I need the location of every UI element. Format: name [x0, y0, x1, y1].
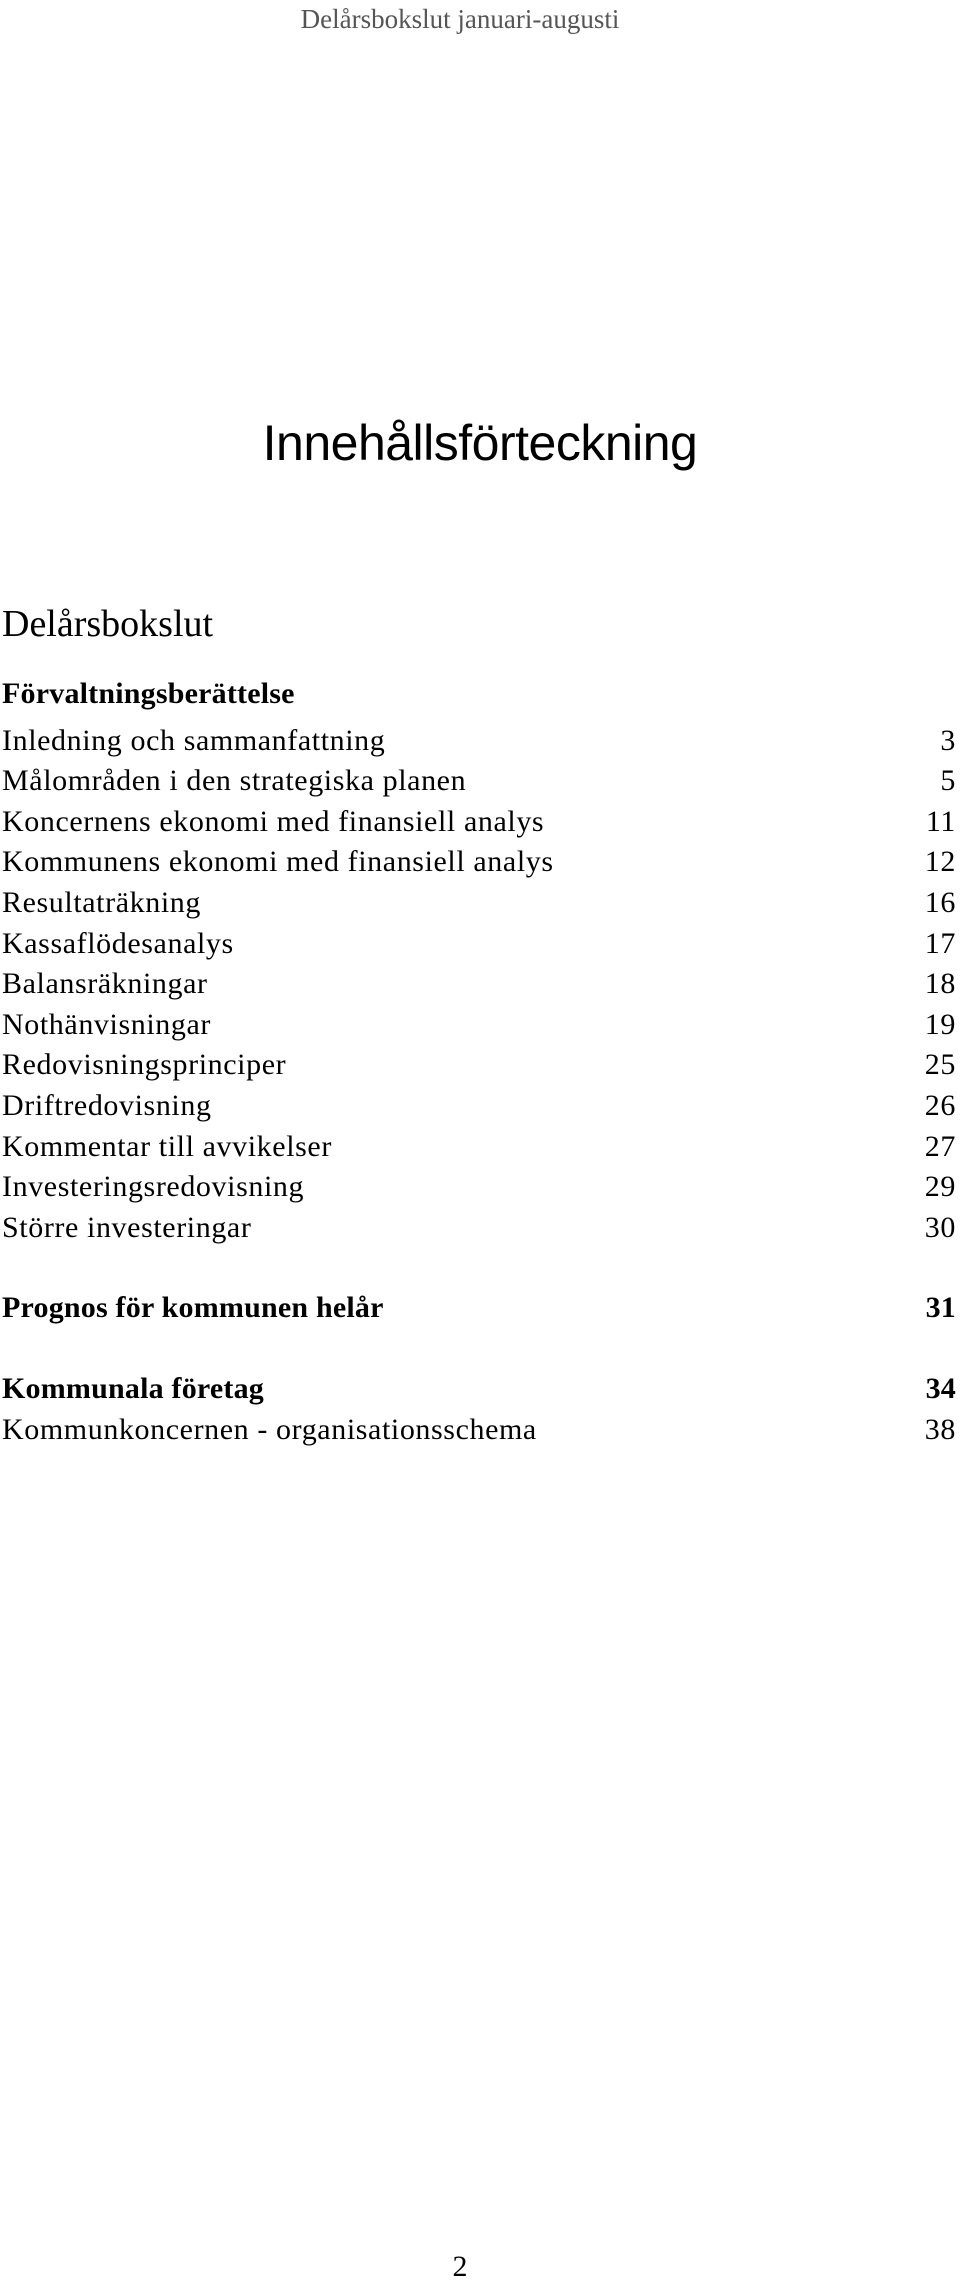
toc-entry-page: 11 [925, 804, 956, 838]
toc-entry-page: 17 [924, 926, 956, 960]
toc-entry[interactable] [0, 1167, 960, 1208]
toc-entry-page: 38 [924, 1412, 956, 1446]
toc-entry-label: Kassaflödesanalys [2, 926, 234, 960]
toc-entry-page: 25 [924, 1048, 956, 1082]
toc-entry[interactable] [0, 1005, 960, 1046]
toc-section-forvaltningsberattelse [0, 674, 960, 1248]
toc-section-heading[interactable] [0, 1288, 960, 1329]
toc-entry-page: 18 [924, 967, 956, 1001]
toc-entry[interactable] [0, 924, 960, 965]
toc-entry-label: Större investeringar [2, 1210, 252, 1244]
toc-entry-label: Resultaträkning [2, 885, 201, 919]
toc-entry-label: Investeringsredovisning [2, 1170, 305, 1204]
toc-entry-label: Inledning och sammanfattning [2, 723, 386, 757]
toc-section-prognos [0, 1288, 960, 1329]
toc-entry-page: 16 [924, 885, 956, 919]
toc-entry-label: Nothänvisningar [2, 1007, 211, 1041]
toc-heading-label: Förvaltningsberättelse [2, 677, 295, 710]
toc-heading-label: Prognos för kommunen helår [2, 1291, 384, 1325]
toc-entry[interactable] [0, 1045, 960, 1086]
toc-entry-label: Kommunkoncernen - organisationsschema [2, 1412, 537, 1446]
table-of-contents [0, 674, 960, 1450]
toc-section-heading[interactable] [0, 1369, 960, 1410]
toc-heading-page: 34 [925, 1371, 956, 1405]
page-title: Innehållsförteckning [262, 415, 698, 471]
toc-section-heading[interactable] [0, 674, 960, 715]
toc-heading-label: Kommunala företag [2, 1371, 264, 1405]
toc-entry[interactable] [0, 1208, 960, 1249]
toc-entry-label: Redovisningsprinciper [2, 1048, 287, 1082]
toc-entry-page: 29 [924, 1170, 956, 1204]
toc-entry-page: 12 [924, 845, 956, 879]
toc-entry-label: Driftredovisning [2, 1088, 212, 1122]
toc-entry-page: 26 [924, 1088, 956, 1122]
toc-entry-page: 19 [924, 1007, 956, 1041]
toc-heading-page: 31 [925, 1291, 956, 1325]
toc-entry[interactable] [0, 802, 960, 843]
toc-entry-page: 27 [924, 1129, 956, 1163]
toc-entry-label: Koncernens ekonomi med finansiell analys [2, 804, 545, 838]
toc-entry[interactable] [0, 721, 960, 762]
toc-entry[interactable] [0, 1127, 960, 1168]
toc-entry[interactable] [0, 1410, 960, 1451]
toc-entry-page: 3 [940, 723, 956, 757]
toc-entry[interactable] [0, 842, 960, 883]
toc-entry[interactable] [0, 761, 960, 802]
toc-entry-label: Kommentar till avvikelser [2, 1129, 332, 1163]
toc-section-kommunala-foretag [0, 1369, 960, 1450]
part-heading: Delårsbokslut [2, 603, 214, 645]
toc-entry-page: 5 [940, 764, 956, 798]
toc-entry-label: Balansräkningar [2, 967, 208, 1001]
toc-entry-label: Kommunens ekonomi med finansiell analys [2, 845, 554, 879]
toc-entry[interactable] [0, 1086, 960, 1127]
page-number: 2 [452, 2250, 468, 2283]
running-header: Delårsbokslut januari-augusti [300, 4, 620, 34]
toc-entry[interactable] [0, 964, 960, 1005]
toc-entry-page: 30 [924, 1210, 956, 1244]
toc-entry[interactable] [0, 883, 960, 924]
toc-entry-label: Målområden i den strategiska planen [2, 764, 467, 798]
